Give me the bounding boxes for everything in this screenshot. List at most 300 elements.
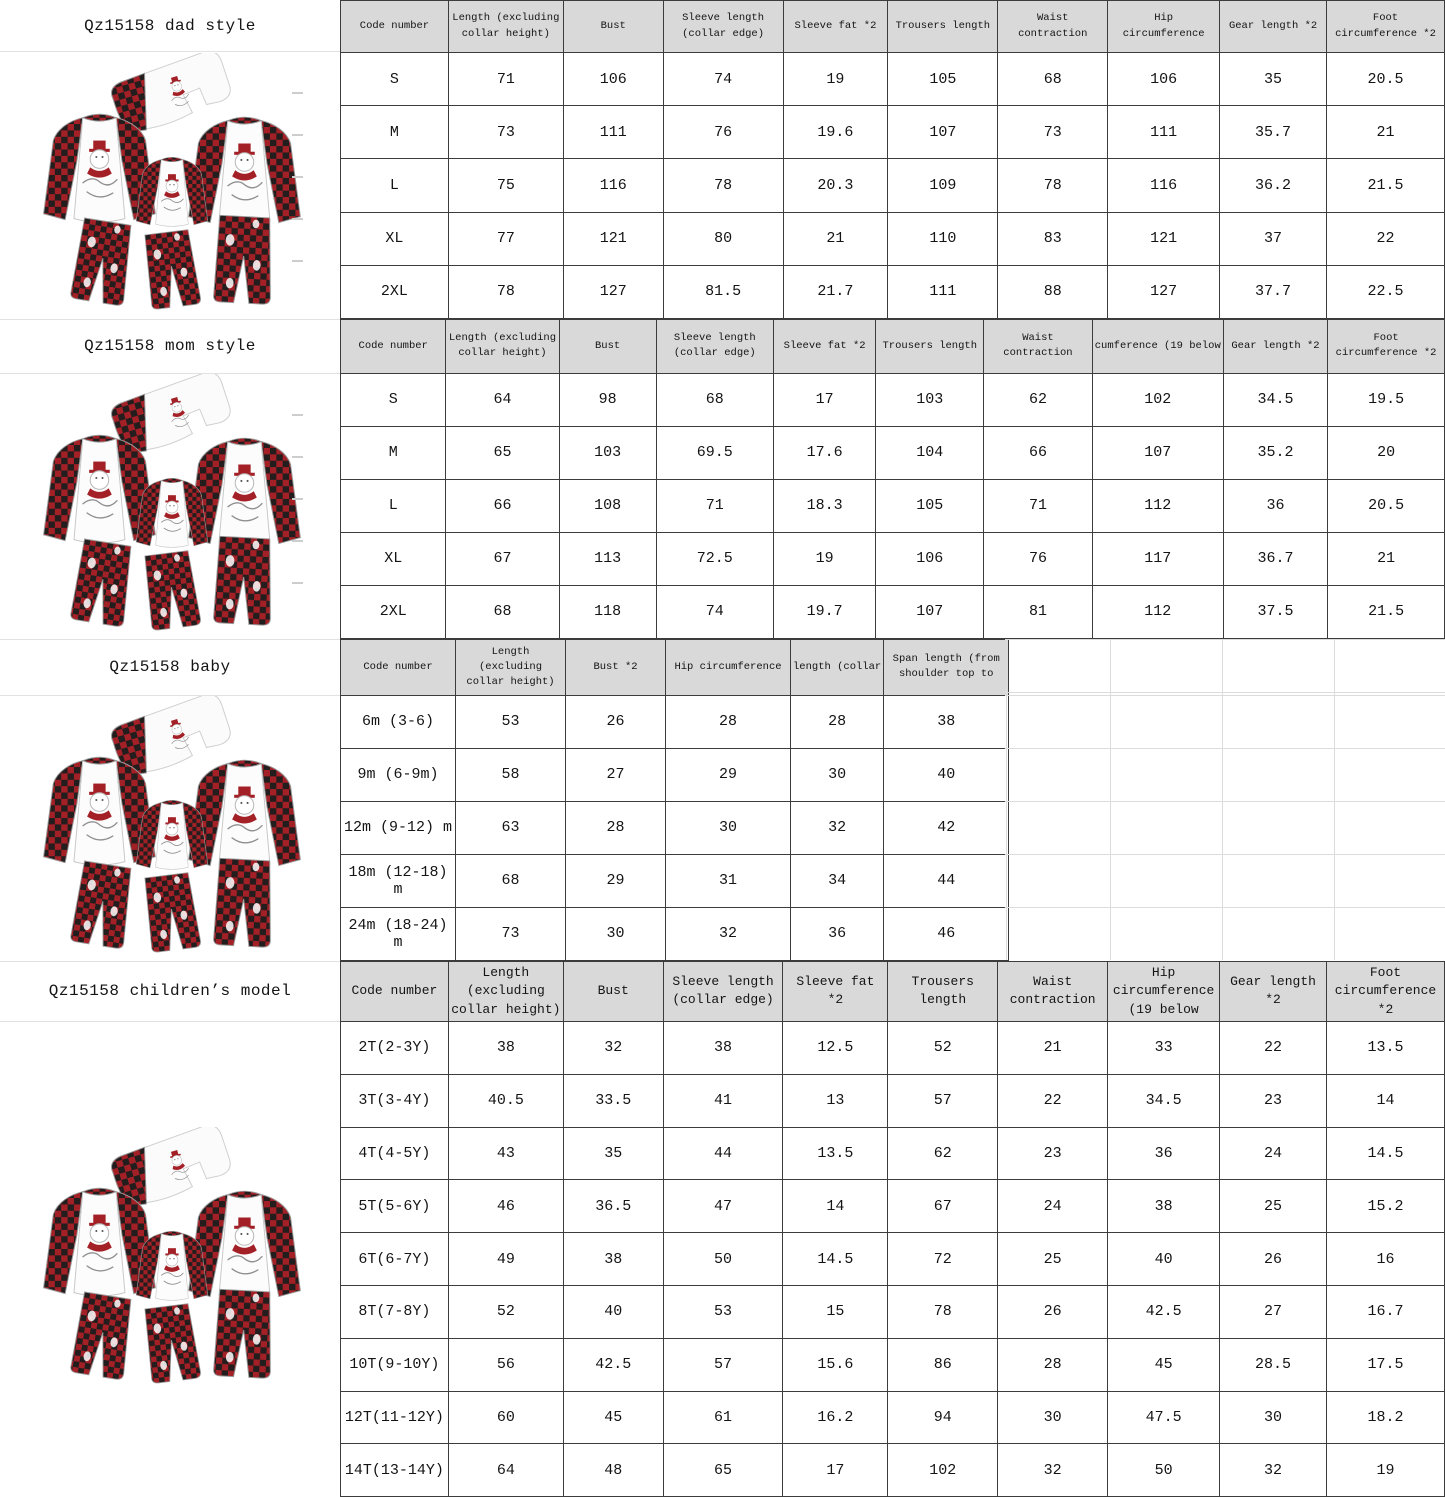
column-header: Sleeve length (collar edge) [656,319,773,373]
column-header: Sleeve fat *2 [783,1,888,53]
measurement-cell: 116 [563,159,663,212]
measurement-cell: 64 [448,1444,563,1497]
measurement-cell: 71 [656,479,773,532]
measurement-cell: 26 [566,695,666,748]
column-header: cumference (19 below [1092,319,1223,373]
measurement-cell: 118 [559,585,656,638]
column-header: Foot circumference *2 [1328,319,1445,373]
measurement-cell: 64 [446,373,559,426]
measurement-cell: 25 [1220,1180,1327,1233]
measurement-cell: 80 [663,212,783,265]
column-header: Sleeve length (collar edge) [663,1,783,53]
children-table-area [340,961,1445,1497]
measurement-cell: 102 [1092,373,1223,426]
measurement-cell: 57 [663,1338,783,1391]
measurement-cell: 27 [1220,1285,1327,1338]
measurement-cell: 37.7 [1220,265,1327,318]
measurement-cell: 60 [448,1391,563,1444]
measurement-cell: 36.2 [1220,159,1327,212]
measurement-cell: 52 [448,1285,563,1338]
measurement-cell: 34.5 [1223,373,1327,426]
measurement-cell: 22 [1327,212,1445,265]
measurement-cell: 127 [563,265,663,318]
measurement-cell: 28 [998,1338,1108,1391]
measurement-cell: 14 [783,1180,888,1233]
measurement-cell: 105 [888,53,998,106]
measurement-cell: 32 [998,1444,1108,1497]
size-code-cell: L [341,159,449,212]
measurement-cell: 21.7 [783,265,888,318]
measurement-cell: 36 [791,907,884,960]
measurement-cell: 46 [884,907,1009,960]
measurement-cell: 88 [998,265,1108,318]
size-row [341,585,1445,638]
measurement-cell: 68 [998,53,1108,106]
size-row [341,801,1009,854]
measurement-cell: 107 [888,106,998,159]
measurement-cell: 33 [1108,1021,1220,1074]
measurement-cell: 32 [1220,1444,1327,1497]
column-header: length (collar [791,639,884,695]
size-code-cell: 18m (12-18) m [341,854,456,907]
measurement-cell: 26 [998,1285,1108,1338]
measurement-cell: 17 [783,1444,888,1497]
column-header: Code number [341,639,456,695]
measurement-cell: 74 [656,585,773,638]
size-row [341,373,1445,426]
measurement-cell: 86 [888,1338,998,1391]
measurement-cell: 17.6 [773,426,876,479]
section-title-children: Qz15158 children’s model [0,962,340,1022]
measurement-cell: 72 [888,1233,998,1286]
measurement-cell: 50 [1108,1444,1220,1497]
measurement-cell: 107 [1092,426,1223,479]
size-code-cell: 2XL [341,265,449,318]
measurement-cell: 20 [1328,426,1445,479]
measurement-cell: 68 [446,585,559,638]
measurement-cell: 77 [448,212,563,265]
size-code-cell: 6T(6-7Y) [341,1233,449,1286]
size-row [341,1021,1445,1074]
measurement-cell: 35 [563,1127,663,1180]
measurement-cell: 21 [1328,532,1445,585]
column-header: Trousers length [888,961,998,1021]
measurement-cell: 63 [456,801,566,854]
dad-product-photo [0,52,340,319]
measurement-cell: 35 [1220,53,1327,106]
measurement-cell: 30 [666,801,791,854]
children-left-panel [0,961,340,1497]
measurement-cell: 14 [1326,1074,1444,1127]
pajama-set-image [23,53,317,318]
header-row [341,319,1445,373]
measurement-cell: 66 [984,426,1093,479]
measurement-cell: 69.5 [656,426,773,479]
dad-size-table [340,0,1445,319]
measurement-cell: 78 [998,159,1108,212]
measurement-cell: 36 [1108,1127,1220,1180]
size-code-cell: 14T(13-14Y) [341,1444,449,1497]
measurement-cell: 76 [984,532,1093,585]
measurement-cell: 112 [1092,479,1223,532]
measurement-cell: 127 [1108,265,1220,318]
size-code-cell: 2T(2-3Y) [341,1021,449,1074]
size-code-cell: M [341,426,446,479]
column-header: Trousers length [876,319,984,373]
size-row [341,1180,1445,1233]
measurement-cell: 113 [559,532,656,585]
size-code-cell: 12T(11-12Y) [341,1391,449,1444]
size-row [341,748,1009,801]
measurement-cell: 21.5 [1328,585,1445,638]
size-code-cell: 4T(4-5Y) [341,1127,449,1180]
measurement-cell: 111 [563,106,663,159]
measurement-cell: 98 [559,373,656,426]
measurement-cell: 38 [1108,1180,1220,1233]
column-header: Foot circumference *2 [1326,961,1444,1021]
measurement-cell: 16.7 [1326,1285,1444,1338]
measurement-cell: 15 [783,1285,888,1338]
measurement-cell: 24 [1220,1127,1327,1180]
measurement-cell: 42.5 [563,1338,663,1391]
column-header: Span length (from shoulder top to [884,639,1009,695]
measurement-cell: 20.3 [783,159,888,212]
measurement-cell: 28 [666,695,791,748]
measurement-cell: 21 [1327,106,1445,159]
measurement-cell: 53 [663,1285,783,1338]
measurement-cell: 56 [448,1338,563,1391]
measurement-cell: 106 [1108,53,1220,106]
size-code-cell: S [341,373,446,426]
size-code-cell: XL [341,532,446,585]
measurement-cell: 111 [1108,106,1220,159]
size-code-cell: M [341,106,449,159]
measurement-cell: 42 [884,801,1009,854]
size-code-cell: 2XL [341,585,446,638]
measurement-cell: 21.5 [1327,159,1445,212]
column-header: Hip circumference [1108,1,1220,53]
size-code-cell: 3T(3-4Y) [341,1074,449,1127]
measurement-cell: 48 [563,1444,663,1497]
size-code-cell: 12m (9-12) m [341,801,456,854]
column-header: Sleeve length (collar edge) [663,961,783,1021]
measurement-cell: 40 [1108,1233,1220,1286]
column-header: Bust *2 [566,639,666,695]
measurement-cell: 15.6 [783,1338,888,1391]
measurement-cell: 19.6 [783,106,888,159]
size-row [341,1127,1445,1180]
measurement-cell: 58 [456,748,566,801]
measurement-cell: 103 [559,426,656,479]
measurement-cell: 105 [876,479,984,532]
measurement-cell: 36 [1223,479,1327,532]
measurement-cell: 45 [1108,1338,1220,1391]
measurement-cell: 13.5 [783,1127,888,1180]
measurement-cell: 50 [663,1233,783,1286]
measurement-cell: 22 [1220,1021,1327,1074]
measurement-cell: 61 [663,1391,783,1444]
measurement-cell: 36.7 [1223,532,1327,585]
size-row [341,479,1445,532]
size-code-cell: 24m (18-24) m [341,907,456,960]
measurement-cell: 21 [783,212,888,265]
measurement-cell: 94 [888,1391,998,1444]
size-row [341,1233,1445,1286]
measurement-cell: 38 [663,1021,783,1074]
measurement-cell: 18.2 [1326,1391,1444,1444]
dad-table-area [340,0,1445,319]
measurement-cell: 57 [888,1074,998,1127]
measurement-cell: 40.5 [448,1074,563,1127]
pajama-set-image [23,1127,317,1392]
measurement-cell: 47.5 [1108,1391,1220,1444]
measurement-cell: 21 [998,1021,1108,1074]
measurement-cell: 67 [446,532,559,585]
section-dad-style [0,0,1445,319]
column-header: Length (excluding collar height) [446,319,559,373]
column-header: Gear length *2 [1223,319,1327,373]
section-title-dad: Qz15158 dad style [0,0,340,52]
measurement-cell: 24 [998,1180,1108,1233]
measurement-cell: 121 [563,212,663,265]
measurement-cell: 73 [448,106,563,159]
mom-size-table [340,319,1445,639]
measurement-cell: 16 [1326,1233,1444,1286]
measurement-cell: 33.5 [563,1074,663,1127]
measurement-cell: 76 [663,106,783,159]
measurement-cell: 27 [566,748,666,801]
measurement-cell: 16.2 [783,1391,888,1444]
empty-grid-cells [1005,639,1445,960]
measurement-cell: 35.7 [1220,106,1327,159]
size-row [341,265,1445,318]
column-header: Foot circumference *2 [1327,1,1445,53]
measurement-cell: 66 [446,479,559,532]
size-code-cell: 10T(9-10Y) [341,1338,449,1391]
measurement-cell: 83 [998,212,1108,265]
baby-table-area [340,639,1445,961]
measurement-cell: 13.5 [1326,1021,1444,1074]
measurement-cell: 73 [456,907,566,960]
size-row [341,854,1009,907]
measurement-cell: 14.5 [1326,1127,1444,1180]
children-size-table [340,961,1445,1497]
mom-table-area [340,319,1445,639]
measurement-cell: 19.5 [1328,373,1445,426]
measurement-cell: 31 [666,854,791,907]
measurement-cell: 38 [448,1021,563,1074]
pajama-set-image [23,696,317,961]
measurement-cell: 28 [566,801,666,854]
measurement-cell: 67 [888,1180,998,1233]
measurement-cell: 37.5 [1223,585,1327,638]
measurement-cell: 13 [783,1074,888,1127]
measurement-cell: 41 [663,1074,783,1127]
measurement-cell: 62 [888,1127,998,1180]
measurement-cell: 15.2 [1326,1180,1444,1233]
measurement-cell: 109 [888,159,998,212]
measurement-cell: 75 [448,159,563,212]
column-header: Code number [341,319,446,373]
column-header: Waist contraction [998,961,1108,1021]
measurement-cell: 29 [566,854,666,907]
measurement-cell: 106 [563,53,663,106]
column-header: Code number [341,961,449,1021]
measurement-cell: 74 [663,53,783,106]
measurement-cell: 37 [1220,212,1327,265]
measurement-cell: 30 [998,1391,1108,1444]
column-header: Trousers length [888,1,998,53]
children-product-photo [0,1022,340,1497]
baby-left-panel [0,639,340,961]
measurement-cell: 112 [1092,585,1223,638]
measurement-cell: 14.5 [783,1233,888,1286]
mom-product-photo [0,374,340,639]
column-header: Hip circumference [666,639,791,695]
column-header: Sleeve fat *2 [773,319,876,373]
measurement-cell: 17 [773,373,876,426]
measurement-cell: 71 [984,479,1093,532]
measurement-cell: 44 [884,854,1009,907]
measurement-cell: 52 [888,1021,998,1074]
column-header: Code number [341,1,449,53]
measurement-cell: 22 [998,1074,1108,1127]
measurement-cell: 23 [998,1127,1108,1180]
size-row [341,159,1445,212]
section-mom-style [0,319,1445,639]
measurement-cell: 78 [663,159,783,212]
mom-left-panel [0,319,340,639]
measurement-cell: 32 [666,907,791,960]
measurement-cell: 62 [984,373,1093,426]
measurement-cell: 42.5 [1108,1285,1220,1338]
measurement-cell: 53 [456,695,566,748]
size-row [341,532,1445,585]
column-header: Length (excluding collar height) [456,639,566,695]
measurement-cell: 78 [448,265,563,318]
measurement-cell: 44 [663,1127,783,1180]
measurement-cell: 65 [663,1444,783,1497]
measurement-cell: 12.5 [783,1021,888,1074]
size-row [341,106,1445,159]
measurement-cell: 73 [998,106,1108,159]
measurement-cell: 49 [448,1233,563,1286]
size-code-cell: S [341,53,449,106]
column-header: Sleeve fat *2 [783,961,888,1021]
measurement-cell: 34 [791,854,884,907]
column-header: Gear length *2 [1220,1,1327,53]
measurement-cell: 117 [1092,532,1223,585]
measurement-cell: 32 [791,801,884,854]
measurement-cell: 65 [446,426,559,479]
header-row [341,639,1009,695]
measurement-cell: 30 [791,748,884,801]
size-code-cell: 6m (3-6) [341,695,456,748]
column-header: Length (excluding collar height) [448,961,563,1021]
size-row [341,1338,1445,1391]
measurement-cell: 43 [448,1127,563,1180]
measurement-cell: 38 [884,695,1009,748]
measurement-cell: 68 [456,854,566,907]
size-row [341,426,1445,479]
measurement-cell: 23 [1220,1074,1327,1127]
measurement-cell: 20.5 [1328,479,1445,532]
size-row [341,212,1445,265]
measurement-cell: 47 [663,1180,783,1233]
size-code-cell: 5T(5-6Y) [341,1180,449,1233]
size-code-cell: L [341,479,446,532]
measurement-cell: 68 [656,373,773,426]
measurement-cell: 103 [876,373,984,426]
column-header: Hip circumference (19 below [1108,961,1220,1021]
measurement-cell: 110 [888,212,998,265]
measurement-cell: 78 [888,1285,998,1338]
column-header: Bust [563,961,663,1021]
measurement-cell: 102 [888,1444,998,1497]
column-header: Waist contraction [984,319,1093,373]
measurement-cell: 18.3 [773,479,876,532]
measurement-cell: 40 [884,748,1009,801]
measurement-cell: 104 [876,426,984,479]
column-header: Gear length *2 [1220,961,1327,1021]
measurement-cell: 121 [1108,212,1220,265]
header-row [341,1,1445,53]
header-row [341,961,1445,1021]
measurement-cell: 29 [666,748,791,801]
measurement-cell: 30 [566,907,666,960]
size-row [341,53,1445,106]
measurement-cell: 20.5 [1327,53,1445,106]
measurement-cell: 22.5 [1327,265,1445,318]
measurement-cell: 38 [563,1233,663,1286]
measurement-cell: 116 [1108,159,1220,212]
measurement-cell: 40 [563,1285,663,1338]
size-code-cell: 9m (6-9m) [341,748,456,801]
measurement-cell: 35.2 [1223,426,1327,479]
baby-size-table [340,639,1009,961]
measurement-cell: 71 [448,53,563,106]
size-row [341,907,1009,960]
pajama-set-image [23,374,317,639]
size-code-cell: XL [341,212,449,265]
size-row [341,1074,1445,1127]
measurement-cell: 28 [791,695,884,748]
measurement-cell: 19 [783,53,888,106]
measurement-cell: 81 [984,585,1093,638]
column-header: Waist contraction [998,1,1108,53]
size-row [341,695,1009,748]
section-title-baby: Qz15158 baby [0,640,340,696]
measurement-cell: 32 [563,1021,663,1074]
measurement-cell: 19.7 [773,585,876,638]
measurement-cell: 111 [888,265,998,318]
size-row [341,1285,1445,1338]
section-baby [0,639,1445,961]
measurement-cell: 30 [1220,1391,1327,1444]
measurement-cell: 17.5 [1326,1338,1444,1391]
measurement-cell: 72.5 [656,532,773,585]
measurement-cell: 26 [1220,1233,1327,1286]
column-header: Bust [563,1,663,53]
section-title-mom: Qz15158 mom style [0,320,340,374]
measurement-cell: 34.5 [1108,1074,1220,1127]
measurement-cell: 28.5 [1220,1338,1327,1391]
size-row [341,1444,1445,1497]
measurement-cell: 81.5 [663,265,783,318]
column-header: Bust [559,319,656,373]
measurement-cell: 25 [998,1233,1108,1286]
dad-left-panel [0,0,340,319]
